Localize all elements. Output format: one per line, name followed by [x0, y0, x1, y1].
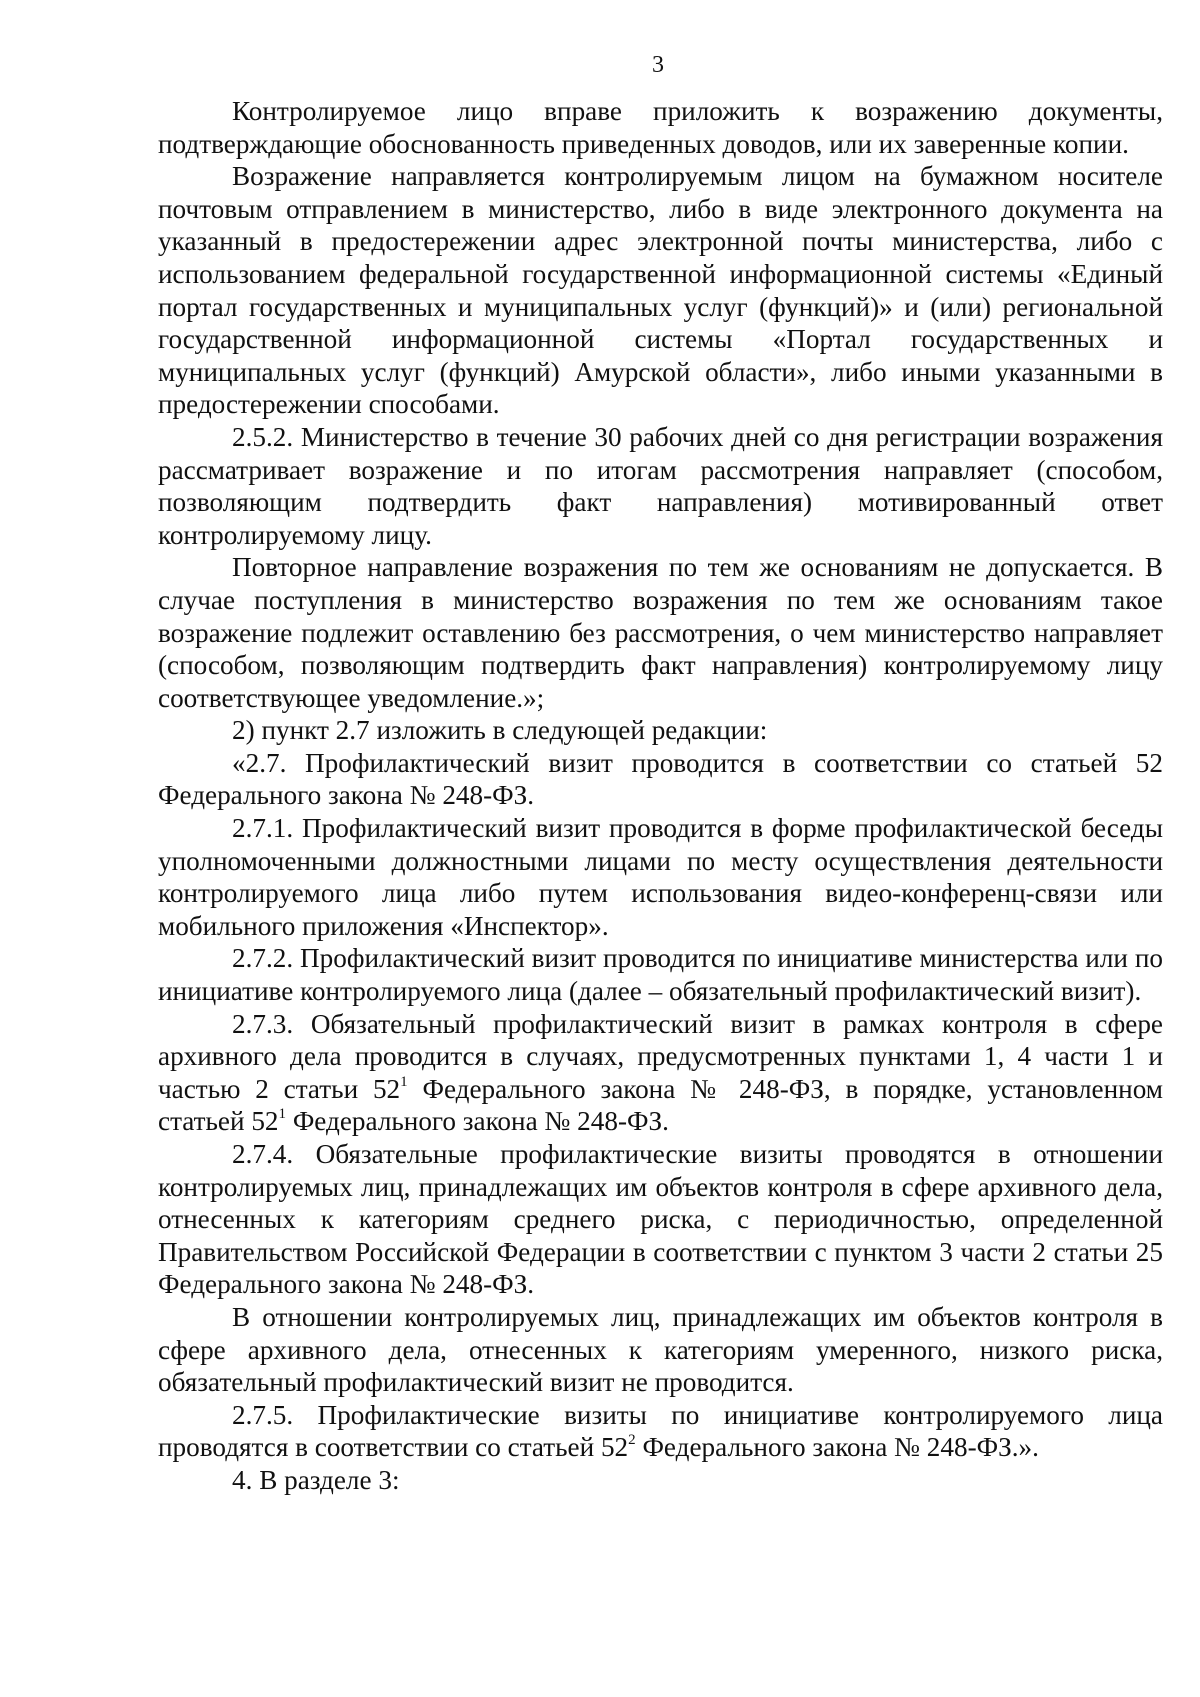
paragraph-objection-submission: Возражение направляется контролируемым лицом на бумажном носителе почтовым отправлением в министерство, либо в виде электронного документа на указанный в предостережении адрес электронной почты министерства, либо с использованием федеральной государственной информационной системы «Единый портал государственных и муниципальных услуг (функций)» и (или) региональной государственной информационной системы «Портал государственных и муниципальных услуг (функций) Амурской области», либо иными указанными в предостережении способами. [158, 161, 1163, 420]
superscript-3: 2 [628, 1432, 636, 1449]
paragraph-2-7-3 [158, 1008, 1163, 1138]
paragraph-2-7: «2.7. Профилактический визит проводится в соответствии со статьей 52 Федерального закона № 248-ФЗ. [158, 747, 1163, 811]
paragraph-2-7-2: 2.7.2. Профилактический визит проводится по инициативе министерства или по инициативе контролируемого лица (далее – обязательный профилактический визит). [158, 943, 1163, 1007]
paragraph-objection-documents: Контролируемое лицо вправе приложить к возражению документы, подтверждающие обоснованность приведенных доводов, или их заверенные копии. [158, 96, 1163, 159]
paragraph-section-3: 4. В разделе 3: [232, 1464, 400, 1495]
page-number: 3 [652, 52, 664, 78]
paragraph-2-7-5 [158, 1399, 1163, 1464]
paragraph-2-7-4: 2.7.4. Обязательные профилактические визиты проводятся в отношении контролируемых лиц, принадлежащих им объектов контроля в сфере архивного дела, отнесенных к категориям среднего риска, с периодичностью, определенной Правительством Российской Федерации в соответствии с пунктом 3 части 2 статьи 25 Федерального закона № 248-ФЗ. [158, 1139, 1163, 1300]
paragraph-2-7-3-part-3: Федерального закона № 248-ФЗ. [286, 1106, 669, 1137]
paragraph-repeated-objection: Повторное направление возражения по тем же основаниям не допускается. В случае поступления в министерство возражения по тем же основаниям такое возражение подлежит оставлению без рассмотрения, о чем министерство направляет (способом, позволяющим подтвердить факт направления) контролируемому лицу соответствующее уведомление.»; [158, 552, 1163, 713]
superscript-2: 1 [278, 1106, 287, 1123]
paragraph-low-risk: В отношении контролируемых лиц, принадлежащих им объектов контроля в сфере архивного дела, отнесенных к категориям умеренного, низкого риска, обязательный профилактический визит не проводится. [158, 1301, 1163, 1398]
paragraph-2-7-5-part-1: 2.7.5. Профилактические визиты по инициативе контролируемого лица проводятся в соответствии со статьей 52 [158, 1399, 1163, 1463]
paragraph-2-7-1: 2.7.1. Профилактический визит проводится в форме профилактической беседы уполномоченными должностными лицами по месту осуществления деятельности контролируемого лица либо путем использования видео-конференц-связи или мобильного приложения «Инспектор». [158, 813, 1163, 941]
paragraph-2-7-3-part-2: Федерального закона № 248-ФЗ, в порядке, установленном статьей 52 [158, 1073, 1163, 1137]
paragraph-2-5-2: 2.5.2. Министерство в течение 30 рабочих дней со дня регистрации возражения рассматривает возражение и по итогам рассмотрения направляет (способом, позволяющим подтвердить факт направления) мотивированный ответ контролируемому лицу. [158, 421, 1163, 550]
superscript-1: 1 [400, 1073, 408, 1090]
document-body [158, 95, 1163, 1497]
paragraph-point-2: 2) пункт 2.7 изложить в следующей редакции: [232, 715, 768, 746]
paragraph-2-7-3-part-1: 2.7.3. Обязательный профилактический визит в рамках контроля в сфере архивного дела проводится в случаях, предусмотренных пунктами 1, 4 части 1 и частью 2 статьи 52 [158, 1008, 1163, 1104]
paragraph-2-7-5-part-2: Федерального закона № 248-ФЗ.». [635, 1432, 1039, 1463]
